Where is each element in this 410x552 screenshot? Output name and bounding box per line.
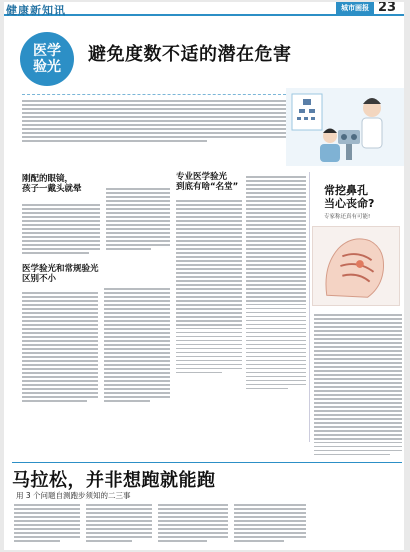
left-body-text-2 (22, 290, 98, 404)
marathon-body-col-1 (14, 502, 80, 544)
subhead-headache-glasses: 刚配的眼镜， 孩子一戴头就晕 (22, 174, 82, 195)
paper-name: 健康新知讯 (6, 4, 66, 17)
middle-body-text-2 (246, 174, 306, 392)
lead-intro-paragraph (22, 94, 286, 166)
masthead (4, 2, 404, 16)
badge-line-2: 验光 (33, 59, 61, 75)
marathon-body-col-4 (234, 502, 306, 544)
badge-line-1: 医学 (33, 43, 61, 59)
section-tag: 城市画报 (336, 2, 374, 14)
marathon-body-col-2 (86, 502, 152, 544)
newspaper-page (4, 2, 404, 550)
nose-story-headline: 常挖鼻孔 当心丧命? (324, 184, 375, 210)
nose-body-text (314, 312, 402, 458)
page-number: 23 (378, 2, 397, 15)
left-body-text-1 (22, 202, 100, 256)
eye-exam-illustration (286, 88, 404, 166)
nasal-anatomy-illustration (312, 226, 400, 306)
marathon-subtitle: 用 3 个问题自测跑步须知的二三事 (16, 491, 131, 500)
column-divider (309, 172, 310, 442)
nose-story-subtitle: 专家称还真有可能! (324, 214, 371, 220)
subhead-professional-optometry: 专业医学验光 到底有啥“名堂” (176, 172, 239, 193)
left-body-text-1b (106, 186, 170, 252)
lead-headline: 避免度数不适的潜在危害 (88, 44, 292, 65)
left-body-text-3 (104, 286, 170, 404)
medical-optometry-badge (20, 32, 74, 86)
subhead-medical-vs-regular: 医学验光和常规验光 区别不小 (22, 264, 99, 285)
middle-body-text-1 (176, 198, 242, 376)
marathon-headline: 马拉松，并非想跑就能跑 (12, 470, 216, 491)
marathon-body-col-3 (158, 502, 228, 544)
section-rule (12, 462, 402, 463)
